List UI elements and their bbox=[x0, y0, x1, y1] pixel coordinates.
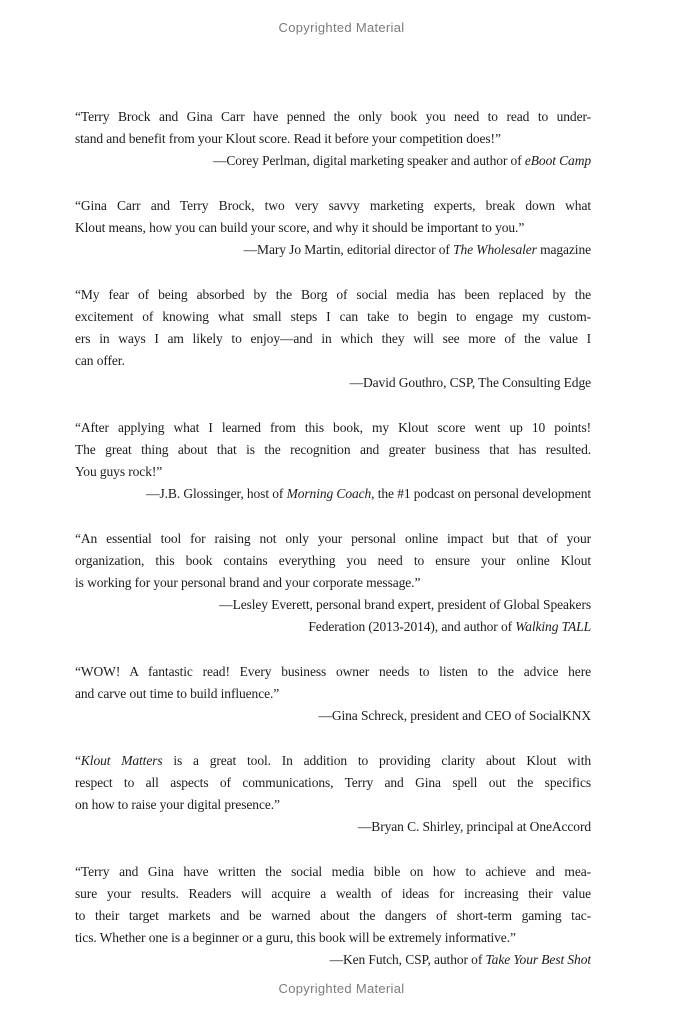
testimonial-block bbox=[75, 861, 591, 971]
quote-line: “Terry and Gina have written the social media bible on how to achieve and mea- bbox=[75, 864, 591, 879]
attribution-line: —Corey Perlman, digital marketing speaker and author of eBoot Camp bbox=[212, 153, 591, 168]
attribution-line: —Bryan C. Shirley, principal at OneAccord bbox=[357, 819, 591, 834]
attribution-line: —Mary Jo Martin, editorial director of The Wholesaler magazine bbox=[243, 242, 591, 257]
testimonials-list bbox=[75, 106, 591, 971]
quote-line: tics. Whether one is a beginner or a guru, this book will be extremely informative.” bbox=[75, 930, 516, 945]
quote-line: “My fear of being absorbed by the Borg of social media has been replaced by the bbox=[75, 287, 591, 302]
quote-line: “Klout Matters is a great tool. In addition to providing clarity about Klout with bbox=[75, 753, 591, 768]
quote-line: sure your results. Readers will acquire a wealth of ideas for increasing their value bbox=[75, 886, 591, 901]
attribution-line: —Gina Schreck, president and CEO of SocialKNX bbox=[318, 708, 591, 723]
testimonial-block bbox=[75, 661, 591, 727]
testimonial-block bbox=[75, 528, 591, 638]
copyright-notice-top: Copyrighted Material bbox=[278, 20, 405, 35]
attribution-line: —Lesley Everett, personal brand expert, president of Global Speakers bbox=[219, 597, 591, 612]
quote-line: respect to all aspects of communications, Terry and Gina spell out the specifics bbox=[75, 775, 591, 790]
quote-line: You guys rock!” bbox=[75, 464, 163, 479]
attribution-line: —J.B. Glossinger, host of Morning Coach, the #1 podcast on personal development bbox=[146, 486, 591, 501]
quote-line: “WOW! A fantastic read! Every business owner needs to listen to the advice here bbox=[75, 664, 591, 679]
quote-line: is working for your personal brand and your corporate message.” bbox=[75, 575, 421, 590]
testimonial-block bbox=[75, 106, 591, 172]
quote-line: can offer. bbox=[75, 353, 125, 368]
quote-line: and carve out time to build influence.” bbox=[75, 686, 280, 701]
testimonial-block bbox=[75, 417, 591, 505]
quote-line: The great thing about that is the recognition and greater business that has resulted. bbox=[75, 442, 591, 457]
attribution-line: Federation (2013-2014), and author of Walking TALL bbox=[308, 619, 591, 634]
testimonial-block bbox=[75, 284, 591, 394]
quote-line: “After applying what I learned from this book, my Klout score went up 10 points! bbox=[75, 420, 591, 435]
quote-line: Klout means, how you can build your score, and why it should be important to you.” bbox=[75, 220, 525, 235]
testimonial-block bbox=[75, 195, 591, 261]
attribution-line: —Ken Futch, CSP, author of Take Your Best Shot bbox=[329, 952, 591, 967]
attribution-line: —David Gouthro, CSP, The Consulting Edge bbox=[349, 375, 591, 390]
quote-line: stand and benefit from your Klout score. Read it before your competition does!” bbox=[75, 131, 501, 146]
quote-line: “Terry Brock and Gina Carr have penned the only book you need to read to under- bbox=[75, 109, 591, 124]
quote-line: ers in ways I am likely to enjoy—and in which they will see more of the value I bbox=[75, 331, 591, 346]
quote-line: excitement of knowing what small steps I can take to begin to engage my custom- bbox=[75, 309, 591, 324]
quote-line: on how to raise your digital presence.” bbox=[75, 797, 280, 812]
quote-line: to their target markets and be warned about the dangers of short-term gaming tac- bbox=[75, 908, 591, 923]
quote-line: “Gina Carr and Terry Brock, two very savvy marketing experts, break down what bbox=[75, 198, 591, 213]
testimonial-block bbox=[75, 750, 591, 838]
copyright-notice-bottom: Copyrighted Material bbox=[278, 981, 405, 996]
quote-line: “An essential tool for raising not only your personal online impact but that of your bbox=[75, 531, 591, 546]
quote-line: organization, this book contains everything you need to ensure your online Klout bbox=[75, 553, 591, 568]
